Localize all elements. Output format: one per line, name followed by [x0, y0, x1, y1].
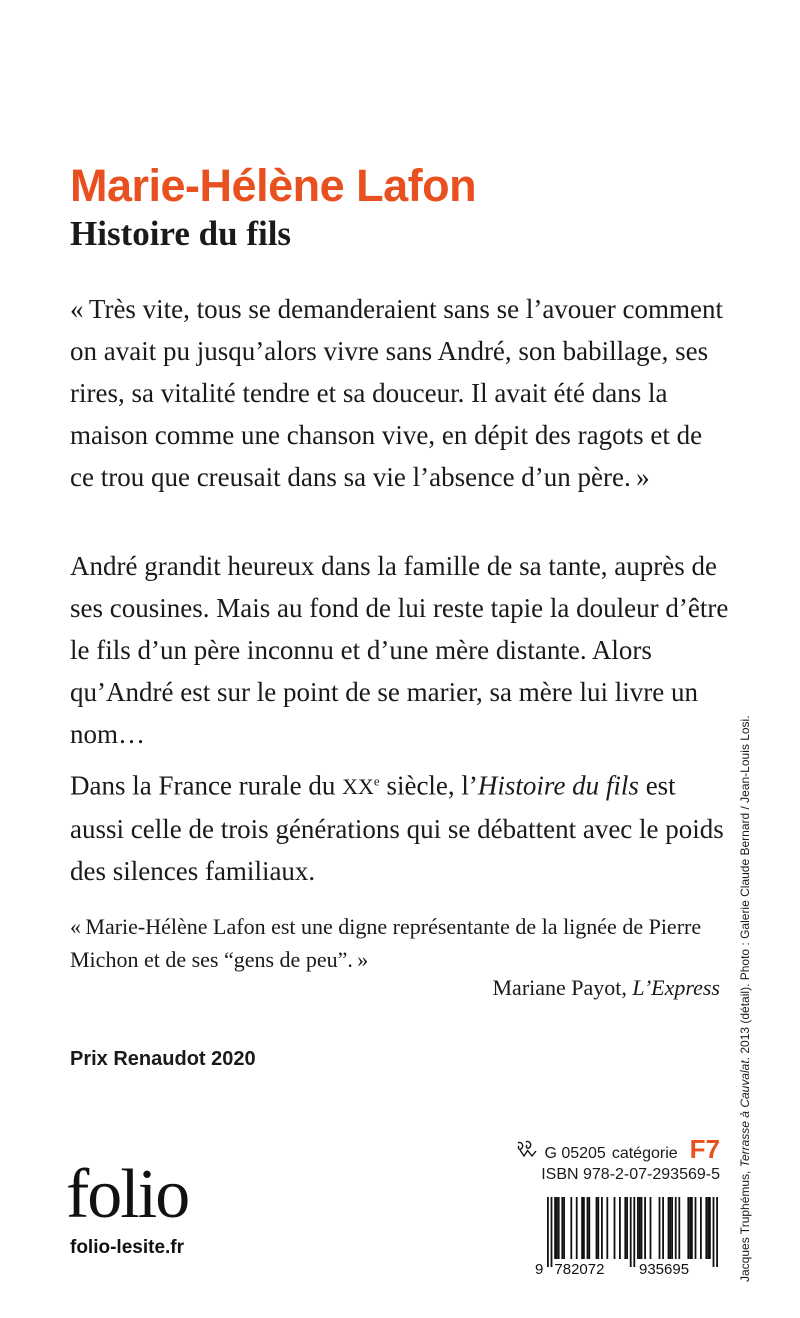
- barcode-bar: [588, 1197, 590, 1259]
- century-numeral: XXe: [342, 774, 380, 800]
- author-name: Marie-Hélène Lafon: [70, 160, 477, 211]
- barcode-bar: [644, 1197, 646, 1259]
- barcode-bar: [650, 1197, 652, 1259]
- barcode-bar: [547, 1197, 549, 1267]
- cover-credit: Jacques Truphémus, Terrasse à Cauvalat. 2013 (détail). Photo : Galerie Claude Bernard / Jean-Louis Losi.: [738, 715, 752, 1282]
- prize-label: Prix Renaudot 2020: [70, 1048, 256, 1070]
- summary-text: Dans la France rurale du: [70, 770, 343, 801]
- barcode-bar: [705, 1197, 707, 1259]
- summary-text: siècle, l’: [379, 770, 478, 801]
- barcode-bar: [669, 1197, 671, 1259]
- isbn: ISBN 978-2-07-293569-5: [541, 1166, 720, 1183]
- barcode-bar: [597, 1197, 599, 1259]
- category-label: catégorie: [611, 1145, 678, 1162]
- barcode-bar: [561, 1197, 563, 1259]
- barcode-bar: [687, 1197, 689, 1259]
- gallimard-icon: [516, 1140, 538, 1158]
- barcode-bar: [695, 1197, 697, 1259]
- barcode-bar: [707, 1197, 709, 1259]
- barcode-bar: [556, 1197, 558, 1259]
- barcode-bar: [678, 1197, 680, 1259]
- barcode-bar: [570, 1197, 572, 1259]
- barcode-bar: [700, 1197, 702, 1259]
- barcode-bar: [689, 1197, 691, 1259]
- barcode-bar: [691, 1197, 693, 1259]
- barcode-bar: [596, 1197, 598, 1259]
- publisher-website: folio-lesite.fr: [70, 1237, 185, 1258]
- barcode-bar: [601, 1197, 603, 1259]
- barcode-bar: [713, 1197, 715, 1267]
- barcode-graphic: [535, 1195, 721, 1277]
- barcode-bar: [630, 1197, 632, 1267]
- barcode: [535, 1195, 721, 1277]
- summary-text: est aussi celle de trois générations qui se débattent avec le poids des silences familiaux.: [70, 770, 724, 887]
- barcode-bar: [606, 1197, 608, 1259]
- barcode-bar: [709, 1197, 711, 1259]
- catalog-line: [516, 1134, 720, 1165]
- barcode-bar: [671, 1197, 673, 1259]
- barcode-bar: [619, 1197, 621, 1259]
- barcode-bar: [633, 1197, 635, 1267]
- barcode-digits: 9: [535, 1261, 544, 1277]
- barcode-bar: [581, 1197, 583, 1259]
- summary-paragraph-2: [70, 761, 730, 892]
- barcode-bar: [641, 1197, 643, 1259]
- barcode-bar: [551, 1197, 553, 1267]
- barcode-bar: [637, 1197, 639, 1259]
- barcode-bar: [614, 1197, 616, 1259]
- barcode-digits: 782072: [554, 1261, 605, 1277]
- barcode-bar: [624, 1197, 626, 1259]
- category-code: F7: [689, 1134, 720, 1164]
- barcode-bar: [583, 1197, 585, 1259]
- folio-logo: folio: [66, 1156, 189, 1233]
- barcode-bar: [675, 1197, 677, 1259]
- barcode-bar: [668, 1197, 670, 1259]
- barcode-digits: 935695: [639, 1261, 690, 1277]
- barcode-bar: [576, 1197, 578, 1259]
- press-review: « Marie-Hélène Lafon est une digne représentante de la lignée de Pierre Michon et de ses “gens de peu”. »: [70, 914, 702, 972]
- barcode-bar: [639, 1197, 641, 1259]
- barcode-bar: [554, 1197, 556, 1259]
- title-italic: Histoire du fils: [477, 770, 639, 801]
- publication-name: L’Express: [632, 975, 720, 1000]
- barcode-bar: [563, 1197, 565, 1259]
- summary-paragraph-1: André grandit heureux dans la famille de sa tante, auprès de ses cousines. Mais au fond de lui reste tapie la douleur d’être le fils d’un père inconnu et d’une mère distante. Alors qu’André est sur le point de se marier, sa mère lui livre un nom…: [70, 551, 729, 749]
- critic-name: Mariane Payot,: [492, 975, 633, 1000]
- review-attribution: [493, 975, 721, 1001]
- book-title: Histoire du fils: [70, 214, 292, 253]
- catalog-code: G 05205: [544, 1145, 606, 1162]
- barcode-bar: [626, 1197, 628, 1259]
- excerpt-quote: « Très vite, tous se demanderaient sans se l’avouer comment on avait pu jusqu’alors vivre sans André, son babillage, ses rires, sa vitalité tendre et sa douceur. Il avait été dans la maison comme une chanson vive, en dépit des ragots et de ce trou que creusait dans sa vie l’absence d’un père. »: [70, 294, 723, 492]
- barcode-bar: [659, 1197, 661, 1259]
- barcode-bar: [662, 1197, 664, 1259]
- barcode-bar: [587, 1197, 589, 1259]
- barcode-bar: [558, 1197, 560, 1259]
- barcode-bar: [716, 1197, 718, 1267]
